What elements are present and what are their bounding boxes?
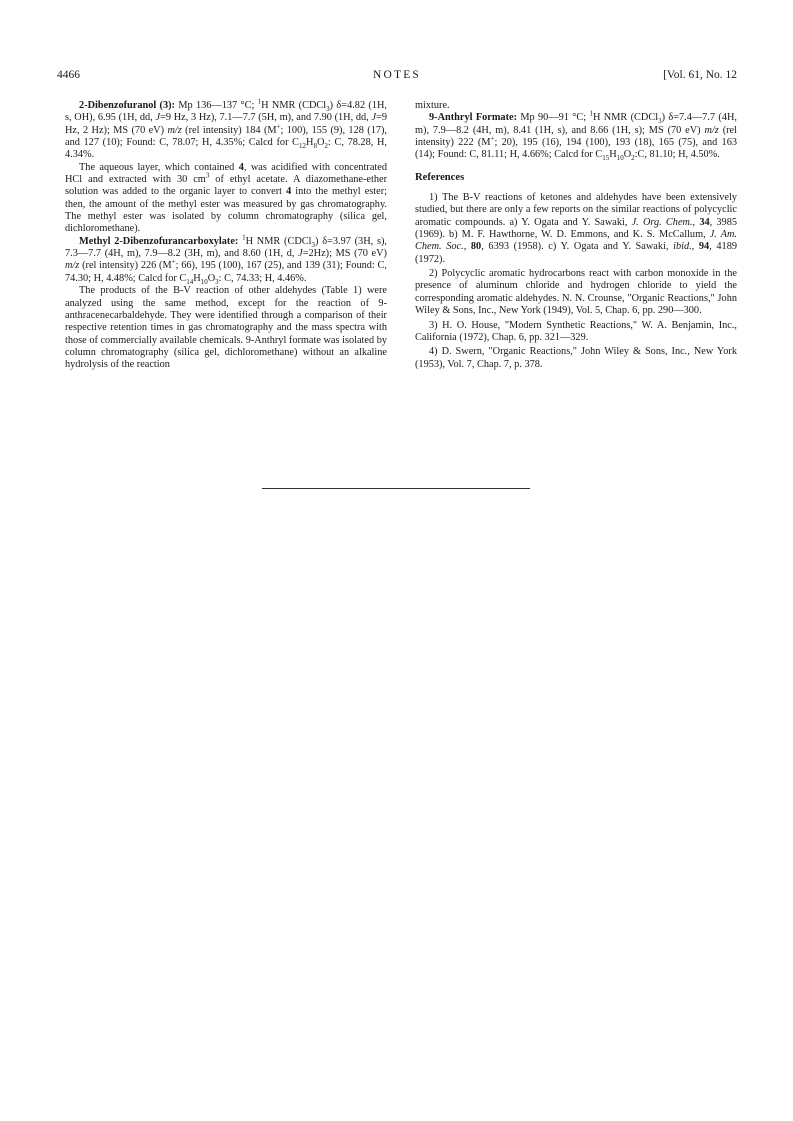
left-column bbox=[65, 97, 388, 372]
subscript: 10 bbox=[200, 277, 208, 286]
text: ; 20), 195 (16), 194 (100), 193 (18), 165 (75), and 163 (14); Found: C, 81.11; H, 4.66%; Calcd for C bbox=[415, 137, 737, 161]
reference-1 bbox=[415, 192, 737, 266]
volume-info: [Vol. 61, No. 12 bbox=[663, 69, 737, 81]
text: ) δ=7.4—7.7 (4H, m), 7.9—8.2 (4H, m), 8.41 (1H, s), and 8.66 (1H, s); MS (70 eV) bbox=[415, 112, 737, 136]
text: Polycyclic aromatic hydrocarbons react with carbon monoxide in the presence of aluminum chloride and hydrogen chloride to yield the corresponding aromatic aldehydes. N. N. Crounse, "Organic Reactions," John Wiley & Sons, Inc., New York (1949), Vol. 5, Chap. 6, pp. 290—300. bbox=[415, 268, 737, 317]
italic-text: m/z bbox=[704, 124, 719, 136]
text: of ethyl acetate. A diazomethane-ether solution was added to the organic layer to convert bbox=[65, 174, 387, 198]
italic-text: m/z bbox=[65, 260, 80, 272]
text: , bbox=[691, 241, 699, 253]
text: =9 Hz, 3 Hz), 7.1—7.7 (5H, m), and 7.90 (1H, dd, bbox=[160, 112, 372, 124]
text: , 6393 (1958). c) Y. Ogata and Y. Sawaki, bbox=[481, 241, 674, 253]
page-number: 4466 bbox=[57, 69, 80, 81]
text: (rel intensity) 226 (M bbox=[79, 260, 172, 272]
subscript: 3 bbox=[311, 240, 315, 249]
text: , bbox=[463, 241, 471, 253]
text: =2Hz); MS (70 eV) bbox=[302, 248, 387, 260]
reference-2 bbox=[415, 268, 737, 317]
reference-4 bbox=[415, 346, 737, 371]
paragraph-anthryl-formate bbox=[415, 109, 737, 163]
paragraph-aqueous-layer bbox=[65, 162, 387, 236]
superscript: + bbox=[490, 134, 495, 143]
italic-text: J bbox=[298, 248, 303, 260]
subscript: 10 bbox=[616, 154, 624, 163]
subscript: 3 bbox=[215, 277, 219, 286]
text: The B-V reactions of ketones and aldehydes have been extensively studied, but there are only a few reports on the similar reactions of polycyclic aromatic compounds. a) Y. Ogata and Y. Sawaki, bbox=[415, 192, 737, 228]
subscript: 3 bbox=[658, 117, 662, 126]
paragraph-continuation: mixture. bbox=[415, 100, 450, 111]
text: , 4189 (1972). bbox=[415, 241, 737, 265]
volume-number: 80 bbox=[470, 241, 482, 253]
paragraph-products: The products of the B-V reaction of other aldehydes (Table 1) were analyzed using the same method, except for the reaction of 9-anthracenecarbaldehyde. They were identified through a comparison of their respective retention times in gas chromatography and the mass spectra with those of commercially available chemicals. 9-Anthryl formate was isolated by column chromatography (silica gel, dichloromethane) without an alkaline hydrolysis of the reaction bbox=[65, 285, 387, 371]
text: The aqueous layer, which contained bbox=[79, 161, 239, 173]
text: into the methyl ester; then, the amount of the methyl ester was measured by gas chromatography. The methyl ester was isolated by column chromatography (silica gel, dichloromethane). bbox=[65, 186, 387, 235]
text: H. O. House, "Modern Synthetic Reactions," W. A. Benjamin, Inc., California (1972), Chap. 6, pp. 321—329. bbox=[415, 319, 737, 343]
compound-number: 4 bbox=[238, 161, 244, 173]
text: O bbox=[623, 149, 632, 161]
italic-text: J bbox=[155, 112, 161, 124]
compound-title: 2-Dibenzofuranol (3): bbox=[79, 100, 175, 111]
reference-number: 1) bbox=[429, 192, 438, 204]
volume-number: 94 bbox=[698, 241, 710, 253]
journal-name: J. Am. Chem. Soc. bbox=[415, 229, 737, 253]
superscript: + bbox=[276, 122, 281, 131]
text: O bbox=[207, 272, 216, 284]
text: H NMR (CDCl bbox=[261, 100, 327, 111]
text: H NMR (CDCl bbox=[245, 235, 312, 247]
subscript: 3 bbox=[326, 105, 330, 114]
text: , was acidified with concentrated HCl and extracted with 30 cm bbox=[65, 161, 387, 186]
running-title: NOTES bbox=[372, 69, 422, 81]
text: , 3985 (1969). b) M. F. Hawthorne, W. D. Emmons, and K. S. McCallum, bbox=[415, 216, 737, 241]
compound-number: 4 bbox=[286, 186, 292, 198]
superscript: 1 bbox=[242, 233, 246, 242]
text: ) δ=4.82 (1H, s, OH), 6.95 (1H, dd, bbox=[65, 100, 387, 124]
superscript: + bbox=[171, 258, 176, 267]
text: H bbox=[609, 149, 617, 161]
subscript: 2 bbox=[631, 154, 635, 163]
subscript: 14 bbox=[186, 277, 194, 286]
reference-3 bbox=[415, 320, 737, 345]
text: O bbox=[316, 137, 325, 149]
subscript: 12 bbox=[299, 142, 307, 151]
text: (rel intensity) 222 (M bbox=[415, 124, 737, 149]
text: , bbox=[692, 216, 700, 228]
text: :C, 81.10; H, 4.50%. bbox=[634, 149, 720, 161]
page-header bbox=[57, 69, 737, 85]
text: D. Swern, "Organic Reactions," John Wiley & Sons, Inc., New York (1953), Vol. 7, Chap. 7, p. 378. bbox=[415, 346, 737, 370]
reference-number: 2) bbox=[429, 268, 438, 280]
text: : C, 74.33; H, 4.46%. bbox=[218, 272, 307, 284]
text: (rel intensity) 184 (M bbox=[181, 124, 277, 136]
text: H bbox=[193, 272, 201, 284]
text: H NMR (CDCl bbox=[592, 112, 659, 124]
italic-text: J bbox=[371, 112, 377, 124]
superscript: 3 bbox=[205, 171, 210, 180]
text: ; 100), 155 (9), 128 (17), and 127 (10); Found: C, 78.07; H, 4.35%; Calcd for C bbox=[65, 124, 388, 149]
paragraph-methyl-ester bbox=[65, 233, 387, 286]
subscript: 15 bbox=[602, 154, 610, 163]
superscript: 1 bbox=[257, 97, 262, 106]
paragraph-dibenzofuranol bbox=[65, 97, 388, 162]
superscript: 1 bbox=[589, 109, 593, 118]
references-heading: References bbox=[415, 171, 465, 183]
subscript: 2 bbox=[324, 142, 328, 151]
text: Mp 90—91 °C; bbox=[517, 112, 590, 124]
compound-title: 9-Anthryl Formate: bbox=[429, 112, 517, 124]
text: H bbox=[306, 137, 314, 149]
reference-number: 4) bbox=[429, 346, 438, 358]
italic-text: m/z bbox=[167, 124, 182, 136]
reference-number: 3) bbox=[429, 319, 438, 331]
text: Mp 136—137 °C; bbox=[175, 100, 258, 111]
subscript: 8 bbox=[313, 142, 317, 151]
volume-number: 34 bbox=[699, 216, 710, 228]
text: ; 66), 195 (100), 167 (25), and 139 (31); Found: C, 74.30; H, 4.48%; Calcd for C bbox=[65, 260, 387, 284]
end-rule bbox=[262, 488, 530, 489]
text: ) δ=3.97 (3H, s), 7.3—7.7 (4H, m), 7.9—8.2 (3H, m), and 8.60 (1H, d, bbox=[65, 235, 387, 260]
right-column bbox=[415, 100, 737, 373]
journal-name: J. Org. Chem. bbox=[631, 216, 693, 228]
text: =9 Hz, 2 Hz); MS (70 eV) bbox=[65, 112, 387, 136]
compound-title: Methyl 2-Dibenzofurancarboxylate: bbox=[79, 235, 239, 247]
journal-name: ibid. bbox=[673, 241, 692, 253]
text: : C, 78.28, H, 4.34%. bbox=[65, 137, 387, 161]
